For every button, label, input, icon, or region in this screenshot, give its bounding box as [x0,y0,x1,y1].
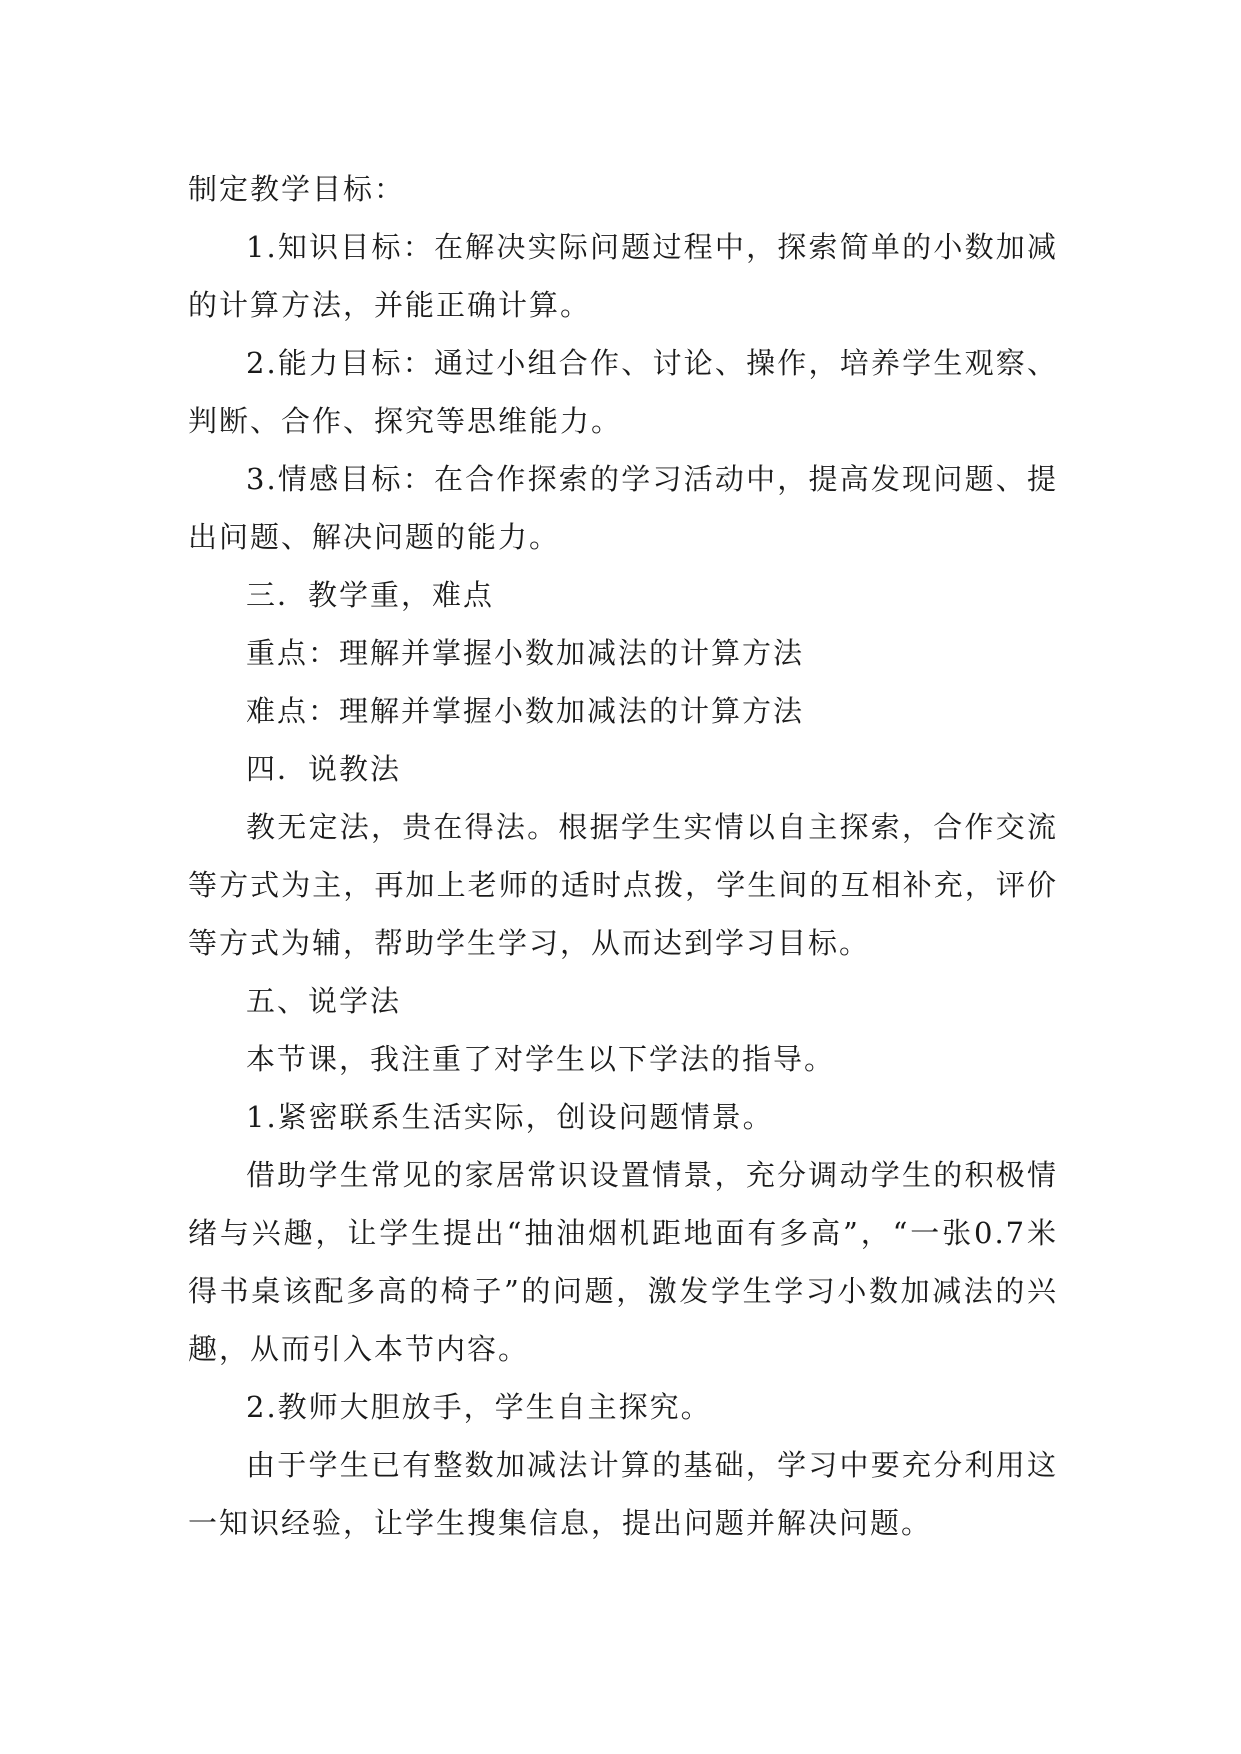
paragraph: 本节课，我注重了对学生以下学法的指导。 [246,1042,836,1076]
paragraph: 1.知识目标：在解决实际问题过程中，探索简单的小数加减的计算方法，并能正确计算。 [188,230,1058,322]
document-body [188,160,1058,1552]
section-heading: 五、说学法 [246,984,402,1018]
section-heading: 四．说教法 [246,752,402,786]
paragraph: 2.能力目标：通过小组合作、讨论、操作，培养学生观察、判断、合作、探究等思维能力。 [188,346,1058,438]
paragraph: 借助学生常见的家居常识设置情景，充分调动学生的积极情绪与兴趣，让学生提出“抽油烟机距地面有多高”，“一张0.7米得书桌该配多高的椅子”的问题，激发学生学习小数加减法的兴趣，从而引入本节内容。 [188,1158,1058,1366]
paragraph: 制定教学目标： [188,172,406,206]
paragraph: 重点：理解并掌握小数加减法的计算方法 [246,636,805,670]
paragraph: 3.情感目标：在合作探索的学习活动中，提高发现问题、提出问题、解决问题的能力。 [188,462,1058,554]
paragraph: 1.紧密联系生活实际，创设问题情景。 [246,1100,774,1134]
paragraph: 难点：理解并掌握小数加减法的计算方法 [246,694,805,728]
paragraph: 教无定法，贵在得法。根据学生实情以自主探索，合作交流等方式为主，再加上老师的适时点拨，学生间的互相补充，评价等方式为辅，帮助学生学习，从而达到学习目标。 [188,810,1058,960]
section-heading: 三．教学重，难点 [246,578,495,612]
paragraph: 2.教师大胆放手，学生自主探究。 [246,1390,712,1424]
paragraph: 由于学生已有整数加减法计算的基础，学习中要充分利用这一知识经验，让学生搜集信息，提出问题并解决问题。 [188,1448,1058,1540]
